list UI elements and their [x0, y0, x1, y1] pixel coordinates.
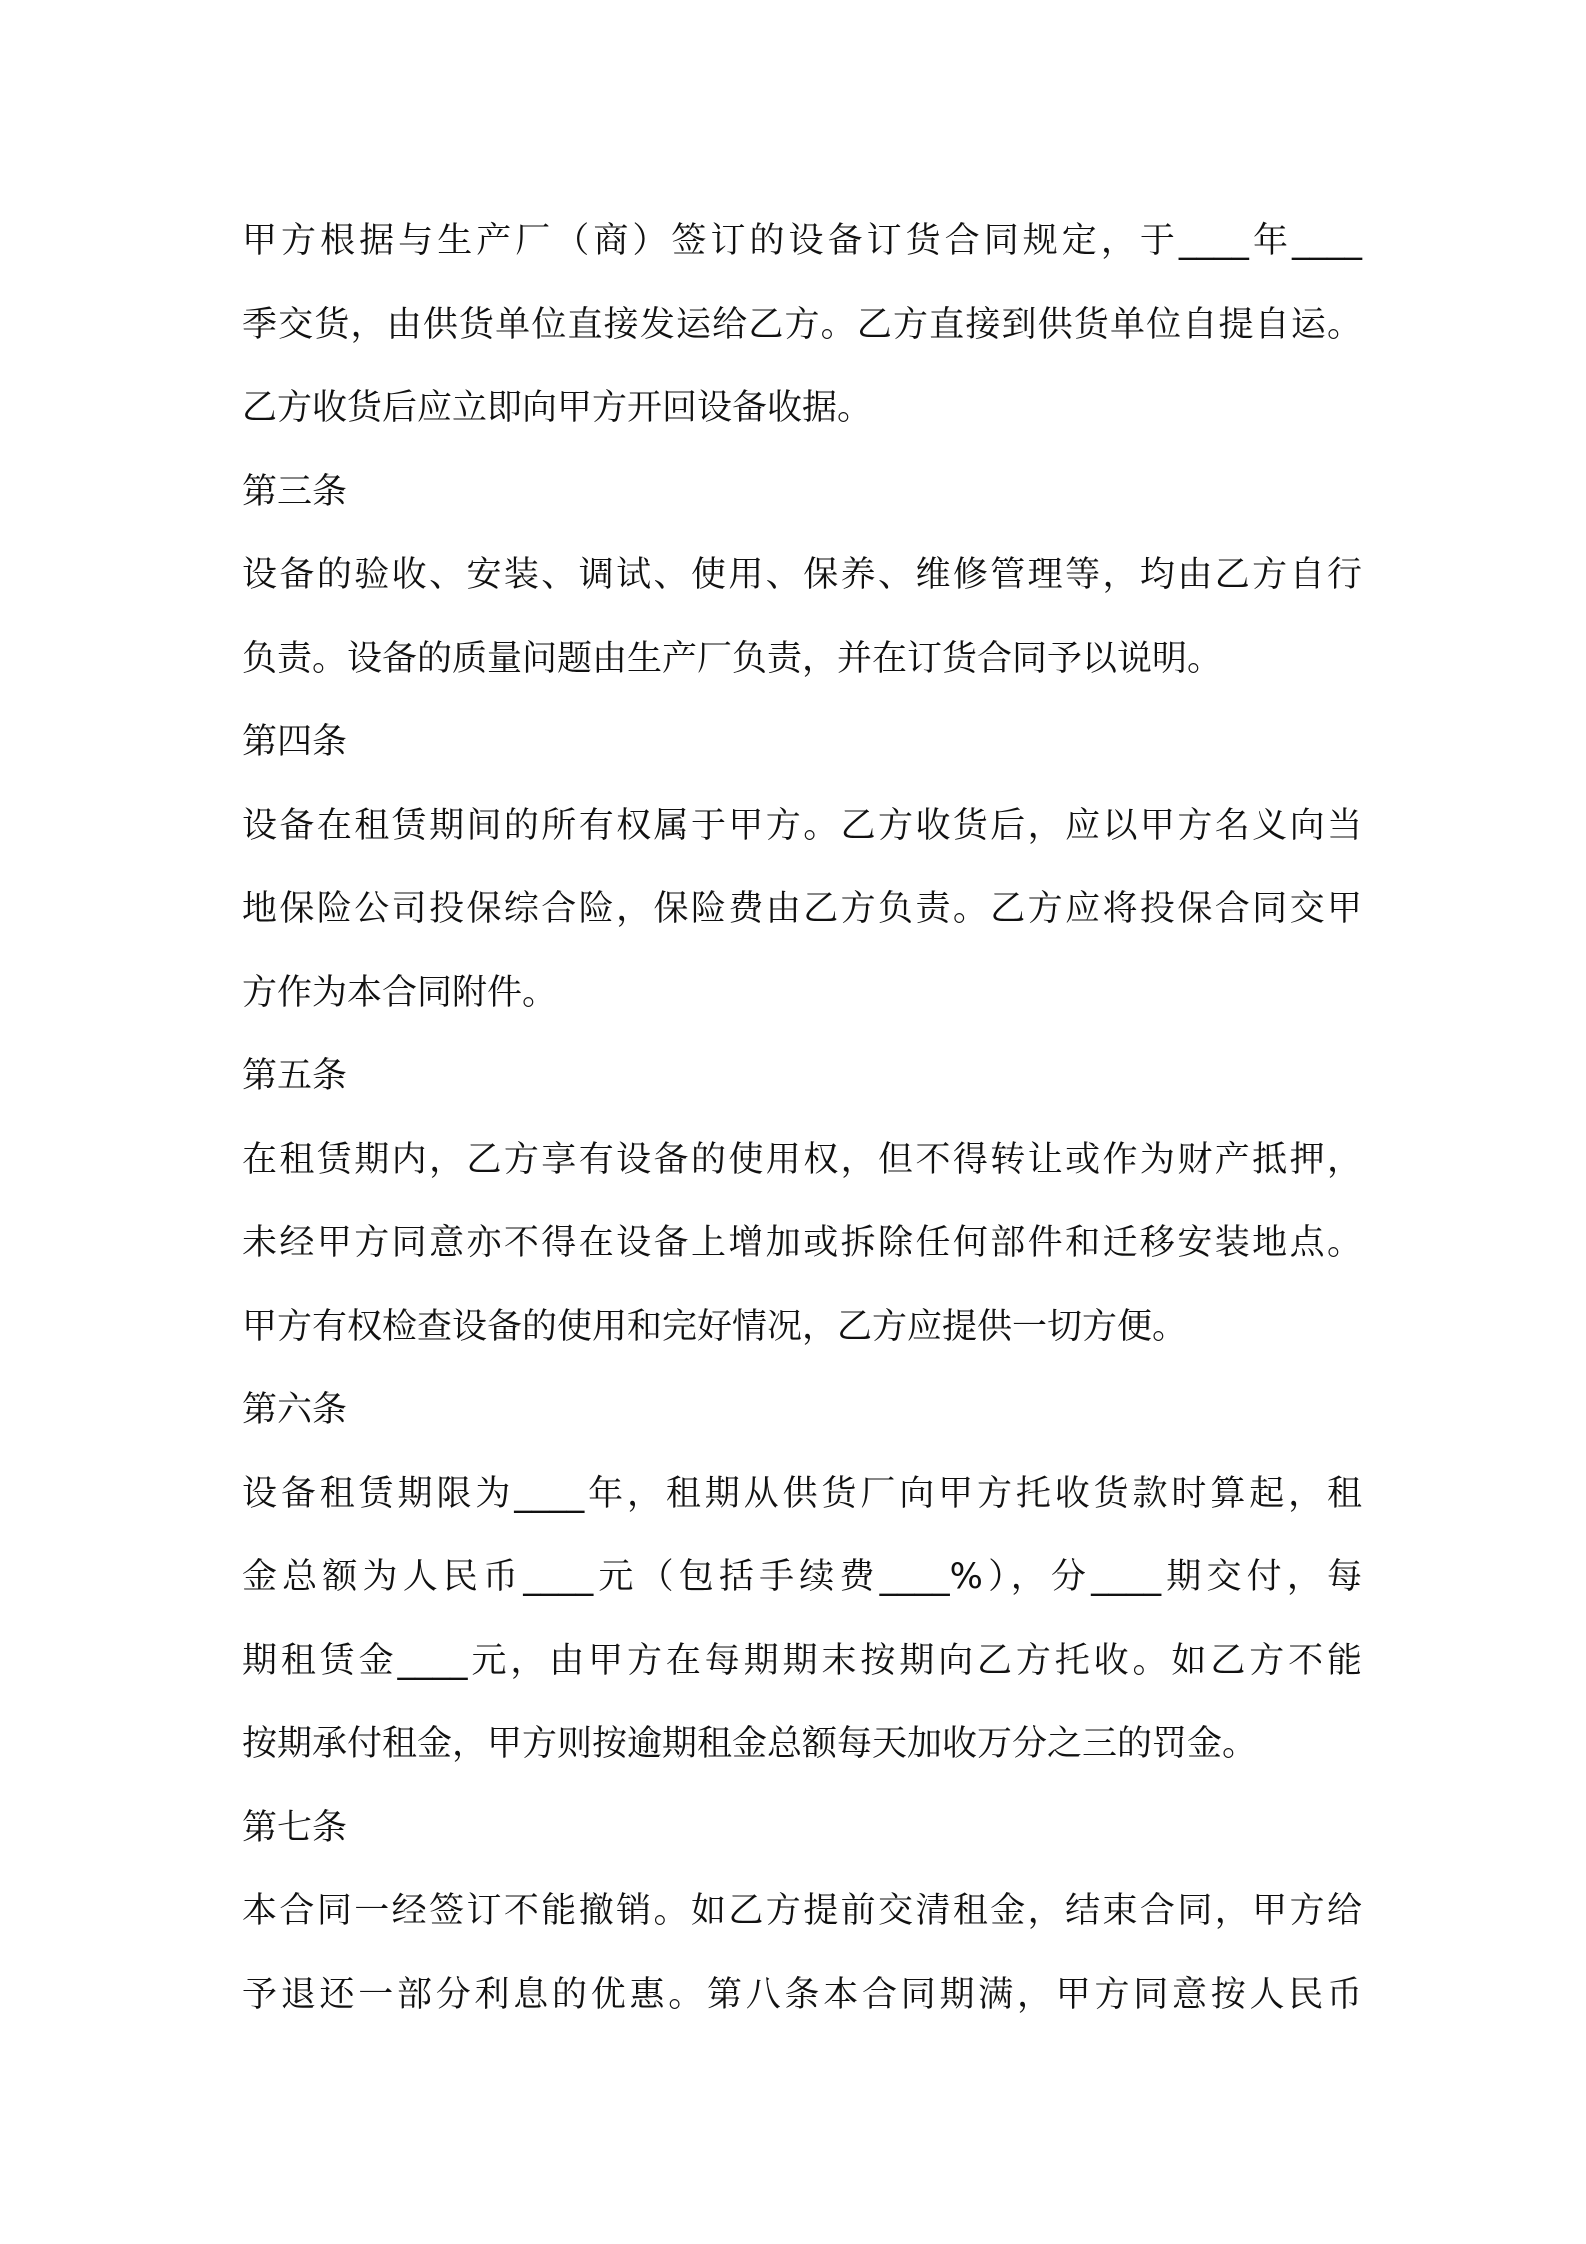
- text-line: 予退还一部分利息的优惠。第八条本合同期满，甲方同意按人民币: [242, 1974, 1362, 2015]
- article-heading: 第四条: [242, 722, 348, 762]
- text-line: 地保险公司投保综合险，保险费由乙方负责。乙方应将投保合同交甲: [242, 889, 1362, 929]
- text-line: 本合同一经签订不能撤销。如乙方提前交清租金，结束合同，甲方给: [242, 1891, 1362, 1931]
- article-heading: 第五条: [242, 1056, 348, 1096]
- text-line: 设备租赁期限为____年，租期从供货厂向甲方托收货款时算起，租: [242, 1473, 1362, 1514]
- text-line: 季交货，由供货单位直接发运给乙方。乙方直接到供货单位自提自运。: [242, 304, 1362, 345]
- text-line: 负责。设备的质量问题由生产厂负责，并在订货合同予以说明。: [242, 638, 1223, 679]
- text-line: 设备在租赁期间的所有权属于甲方。乙方收货后，应以甲方名义向当: [242, 805, 1362, 846]
- text-line: 设备的验收、安装、调试、使用、保养、维修管理等，均由乙方自行: [242, 555, 1362, 595]
- text-line: 金总额为人民币____元（包括手续费____%），分____期交付，每: [242, 1557, 1362, 1597]
- text-line: 按期承付租金，甲方则按逾期租金总额每天加收万分之三的罚金。: [242, 1724, 1258, 1764]
- text-line: 甲方根据与生产厂（商）签订的设备订货合同规定，于____年____: [242, 221, 1362, 261]
- text-line: 乙方收货后应立即向甲方开回设备收据。: [242, 388, 873, 428]
- contract-body: [242, 200, 1362, 2037]
- text-line: 在租赁期内，乙方享有设备的使用权，但不得转让或作为财产抵押，: [242, 1139, 1362, 1180]
- text-line: 期租赁金____元，由甲方在每期期末按期向乙方托收。如乙方不能: [242, 1640, 1362, 1681]
- text-line: 未经甲方同意亦不得在设备上增加或拆除任何部件和迁移安装地点。: [242, 1223, 1362, 1263]
- article-heading: 第七条: [242, 1807, 348, 1848]
- text-line: 方作为本合同附件。: [242, 972, 558, 1013]
- article-heading: 第六条: [242, 1390, 348, 1430]
- article-heading: 第三条: [242, 471, 348, 512]
- text-line: 甲方有权检查设备的使用和完好情况，乙方应提供一切方便。: [242, 1306, 1188, 1347]
